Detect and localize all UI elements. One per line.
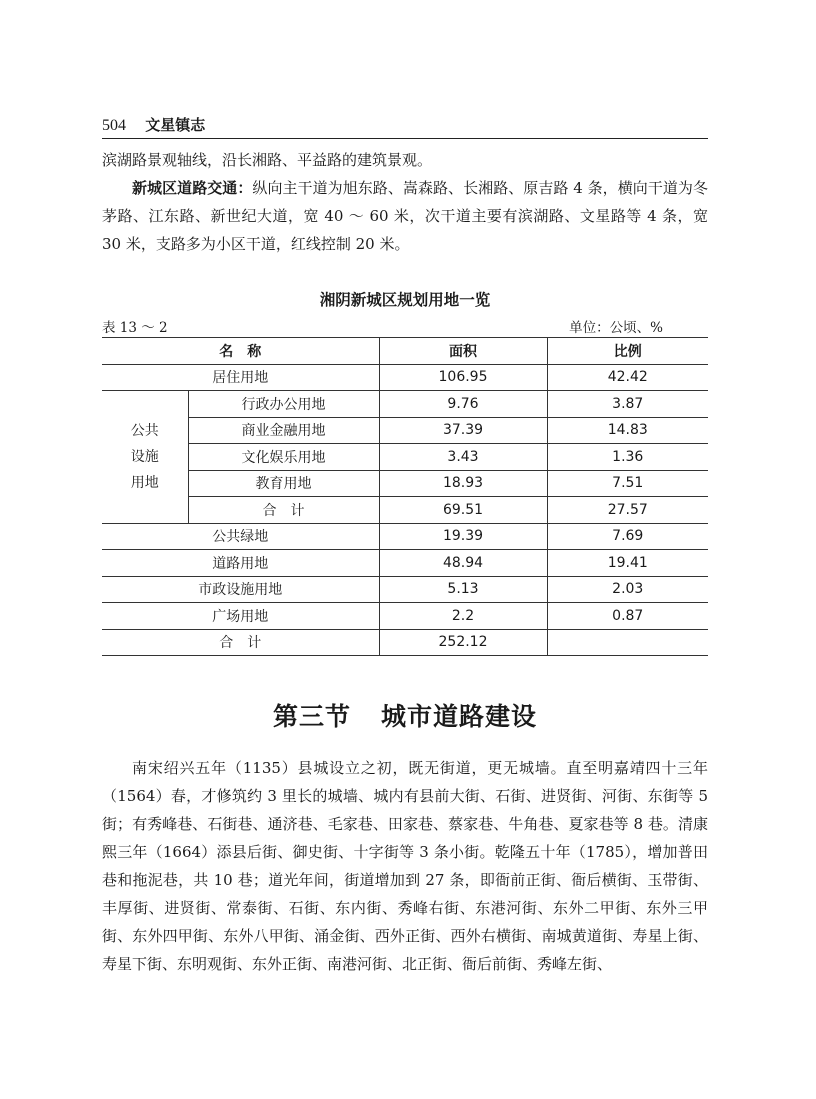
row-name: 公共绿地: [102, 523, 379, 550]
row-ratio: 1.36: [547, 444, 708, 471]
row-name: 市政设施用地: [102, 576, 379, 603]
row-name: 广场用地: [102, 603, 379, 630]
paragraph-lead: 新城区道路交通：: [132, 179, 253, 197]
table-row: [102, 470, 708, 497]
row-name: 合 计: [102, 629, 379, 656]
table-unit: 单位：公顷、%: [569, 320, 663, 336]
table-row: [102, 444, 708, 471]
row-ratio: 7.51: [547, 470, 708, 497]
row-area: 2.2: [379, 603, 547, 630]
table-meta: [102, 316, 708, 336]
table-title: 湘阴新城区规划用地一览: [319, 291, 491, 309]
table-row: [102, 497, 708, 524]
paragraph-traffic: [102, 174, 708, 258]
table-row: [102, 391, 708, 418]
header-area: 面积: [379, 338, 547, 365]
row-area: 3.43: [379, 444, 547, 471]
row-area: 5.13: [379, 576, 547, 603]
row-name: 居住用地: [102, 364, 379, 391]
row-area: 106.95: [379, 364, 547, 391]
page-number: 504: [102, 117, 126, 134]
header-name: 名 称: [102, 338, 379, 365]
row-ratio: [547, 629, 708, 656]
row-name: 道路用地: [102, 550, 379, 577]
row-ratio: 27.57: [547, 497, 708, 524]
section-title: 城市道路建设: [381, 702, 538, 731]
row-area: 18.93: [379, 470, 547, 497]
row-name: 商业金融用地: [188, 417, 379, 444]
table-row: [102, 523, 708, 550]
table-header-row: [102, 338, 708, 365]
header-ratio: 比例: [547, 338, 708, 365]
row-area: 37.39: [379, 417, 547, 444]
table-row: [102, 603, 708, 630]
table-row: [102, 364, 708, 391]
table-number: 表 13 ～ 2: [102, 320, 168, 336]
page-header: [102, 114, 708, 139]
row-ratio: 7.69: [547, 523, 708, 550]
row-ratio: 0.87: [547, 603, 708, 630]
row-ratio: 19.41: [547, 550, 708, 577]
row-area: 69.51: [379, 497, 547, 524]
row-ratio: 42.42: [547, 364, 708, 391]
paragraph-landscape: 滨湖路景观轴线，沿长湘路、平益路的建筑景观。: [102, 151, 433, 169]
row-area: 19.39: [379, 523, 547, 550]
row-area: 48.94: [379, 550, 547, 577]
table-total-row: [102, 629, 708, 656]
row-ratio: 2.03: [547, 576, 708, 603]
row-name: 教育用地: [188, 470, 379, 497]
paragraph-history: 南宋绍兴五年（1135）县城设立之初，既无街道，更无城墙。直至明嘉靖四十三年（1564）春，才修筑约 3 里长的城墙、城内有县前大街、石街、进贤街、河街、东街等 5 街；有秀峰巷、石街巷、通济巷、毛家巷、田家巷、蔡家巷、牛角巷、夏家巷等 8 巷。清康熙三年（1664）添县后街、御史街、十字街等 3 条小街。乾隆五十年（1785），增加普田巷和拖泥巷，共 10 巷；道光年间，街道增加到 27 条，即衙前正街、衙后横街、玉带街、丰厚街、进贤街、常泰街、石街、东内街、秀峰右街、东港河街、东外二甲街、东外三甲街、东外四甲街、东外八甲街、涌金街、西外正街、西外右横街、南城黄道街、寿星上街、寿星下街、东明观街、东外正街、南港河街、北正街、衙后前街、秀峰左街、: [102, 759, 708, 973]
table-row: [102, 417, 708, 444]
table-row: [102, 576, 708, 603]
row-ratio: 3.87: [547, 391, 708, 418]
row-area: 9.76: [379, 391, 547, 418]
section-heading: [102, 697, 708, 733]
row-area: 252.12: [379, 629, 547, 656]
row-name: 行政办公用地: [188, 391, 379, 418]
row-name: 合 计: [188, 497, 379, 524]
section-number: 第三节: [272, 702, 351, 731]
table-row: [102, 550, 708, 577]
group-label-public-facilities: 公共 设施 用地: [102, 391, 188, 524]
book-title: 文星镇志: [145, 116, 206, 134]
paragraph-traffic-body: 纵向主干道为旭东路、嵩森路、长湘路、原吉路 4 条，横向干道为冬茅路、江东路、新世纪大道，宽 40 ～ 60 米，次干道主要有滨湖路、文星路等 4 条，宽 30 米，支路多为小区干道，红线控制 20 米。: [102, 179, 708, 253]
row-ratio: 14.83: [547, 417, 708, 444]
land-use-table: [102, 337, 708, 656]
row-name: 文化娱乐用地: [188, 444, 379, 471]
